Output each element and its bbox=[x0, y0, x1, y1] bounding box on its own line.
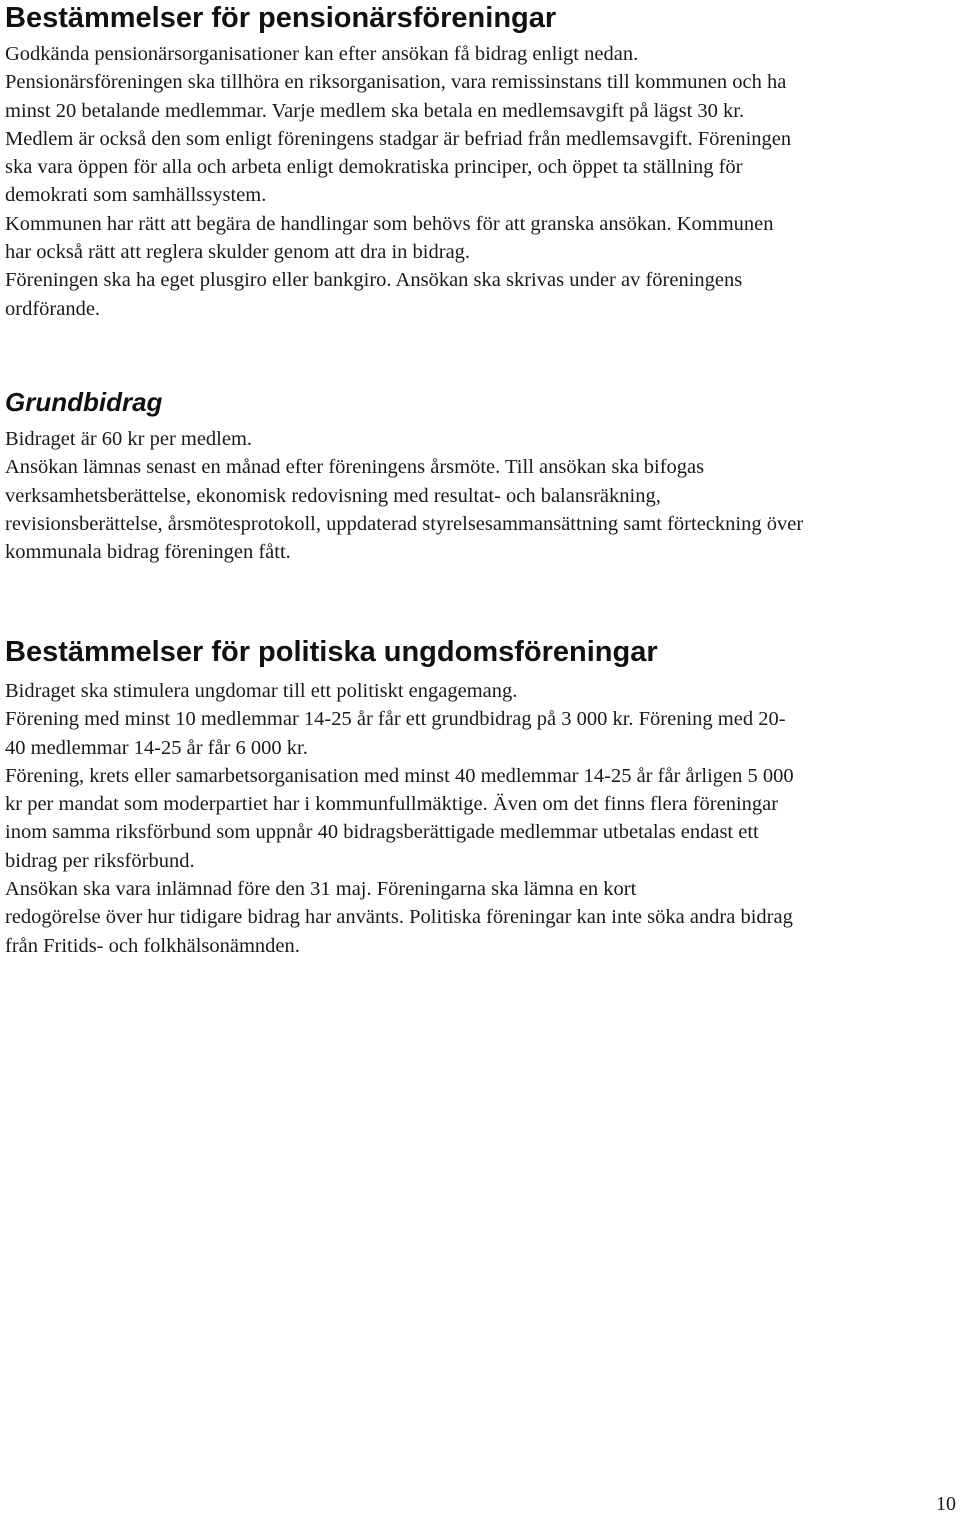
section-heading-politiska-ungdomsforeningar: Bestämmelser för politiska ungdomsföreningar bbox=[5, 636, 658, 668]
paragraph-line: demokrati som samhällssystem. bbox=[5, 184, 267, 207]
paragraph-line: från Fritids- och folkhälsonämnden. bbox=[5, 934, 300, 957]
paragraph-line: Godkända pensionärsorganisationer kan efter ansökan få bidrag enligt nedan. bbox=[5, 43, 639, 65]
paragraph-line: Kommunen har rätt att begära de handlingar som behövs för att granska ansökan. Kommunen bbox=[5, 212, 774, 235]
paragraph-line: verksamhetsberättelse, ekonomisk redovisning med resultat- och balansräkning, bbox=[5, 484, 661, 507]
paragraph-line: ordförande. bbox=[5, 297, 101, 320]
paragraph-line: Ansökan lämnas senast en månad efter föreningens årsmöte. Till ansökan ska bifogas bbox=[5, 456, 705, 479]
paragraph-line: inom samma riksförbund som uppnår 40 bidragsberättigade medlemmar utbetalas endast ett bbox=[5, 821, 759, 844]
paragraph-line: Pensionärsföreningen ska tillhöra en riksorganisation, vara remissinstans till kommunen och ha bbox=[5, 71, 787, 94]
paragraph-line: Förening med minst 10 medlemmar 14-25 år får ett grundbidrag på 3 000 kr. Förening med 20- bbox=[5, 708, 786, 731]
paragraph-line: Bidraget är 60 kr per medlem. bbox=[5, 428, 253, 450]
section-body-politiska-ungdomsforeningar bbox=[5, 677, 955, 960]
page-number: 10 bbox=[936, 1493, 956, 1515]
paragraph-line: Förening, krets eller samarbetsorganisation med minst 40 medlemmar 14-25 år får årligen 5 000 bbox=[5, 764, 794, 787]
section-heading-pensionarsforeningar: Bestämmelser för pensionärsföreningar bbox=[5, 2, 557, 34]
paragraph-line: revisionsberättelse, årsmötesprotokoll, uppdaterad styrelsesammansättning samt förteckning över bbox=[5, 512, 804, 535]
paragraph-line: Ansökan ska vara inlämnad före den 31 maj. Föreningarna ska lämna en kort bbox=[5, 878, 637, 901]
section-body-grundbidrag bbox=[5, 425, 955, 566]
section-body-pensionarsforeningar bbox=[5, 40, 955, 323]
paragraph-line: kommunala bidrag föreningen fått. bbox=[5, 541, 291, 564]
paragraph-line: har också rätt att reglera skulder genom att dra in bidrag. bbox=[5, 241, 471, 264]
paragraph-line: redogörelse över hur tidigare bidrag har använts. Politiska föreningar kan inte söka andra bidrag bbox=[5, 906, 793, 929]
paragraph-line: kr per mandat som moderpartiet har i kommunfullmäktige. Även om det finns flera föreningar bbox=[5, 793, 779, 816]
paragraph-line: 40 medlemmar 14-25 år får 6 000 kr. bbox=[5, 736, 308, 759]
paragraph-line: bidrag per riksförbund. bbox=[5, 849, 195, 872]
paragraph-line: Medlem är också den som enligt föreningens stadgar är befriad från medlemsavgift. Föreningen bbox=[5, 127, 792, 150]
section-heading-grundbidrag: Grundbidrag bbox=[5, 387, 163, 417]
paragraph-line: Bidraget ska stimulera ungdomar till ett politiskt engagemang. bbox=[5, 680, 518, 702]
paragraph-line: minst 20 betalande medlemmar. Varje medlem ska betala en medlemsavgift på lägst 30 kr. bbox=[5, 99, 745, 122]
paragraph-line: Föreningen ska ha eget plusgiro eller bankgiro. Ansökan ska skrivas under av föreningens bbox=[5, 269, 743, 292]
paragraph-line: ska vara öppen för alla och arbeta enligt demokratiska principer, och öppet ta ställning för bbox=[5, 156, 743, 179]
